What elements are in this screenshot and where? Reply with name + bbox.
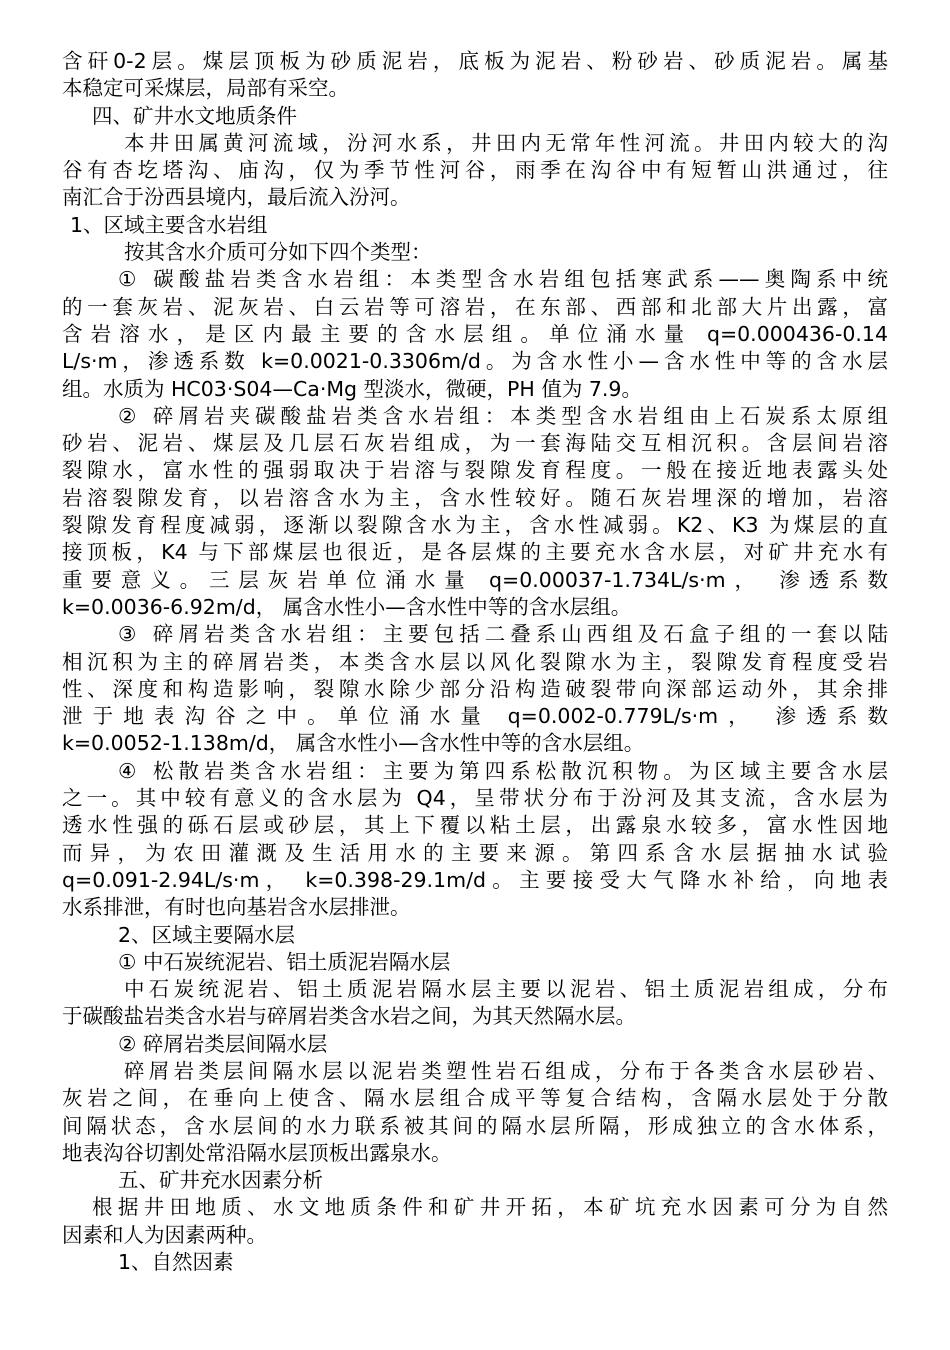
text-line: 而异，为农田灌溉及生活用水的主要来源。第四系含水层据抽水试验 — [62, 840, 888, 865]
text-line: 性、深度和构造影响，裂隙水除少部分沿构造破裂带向深部运动外，其余排 — [62, 676, 888, 701]
text-line: 组。水质为 HC03·S04—Ca·Mg 型淡水，微硬，PH 值为 7.9。 — [62, 376, 642, 401]
text-line: 含岩溶水，是区内最主要的含水层组。单位涌水量 q=0.000436-0.14 — [62, 321, 888, 346]
text-line: 岩溶裂隙发育，以岩溶含水为主，含水性较好。随石灰岩埋深的增加，岩溶 — [62, 485, 888, 510]
text-line: 重要意义。三层灰岩单位涌水量 q=0.00037-1.734L/s·m， 渗透系数 — [62, 567, 888, 592]
text-line: 南汇合于汾西县境内，最后流入汾河。 — [62, 185, 411, 210]
text-line: 地表沟谷切割处常沿隔水层顶板出露泉水。 — [62, 1140, 452, 1165]
text-line: k=0.0036-6.92m/d， 属含水性小—含水性中等的含水层组。 — [62, 594, 632, 619]
text-line: L/s·m，渗透系数 k=0.0021-0.3306m/d。为含水性小—含水性中等的含水层 — [62, 349, 888, 374]
text-line: 四、矿井水文地质条件 — [92, 103, 297, 128]
text-line: 中石炭统泥岩、铝土质泥岩隔水层主要以泥岩、铝土质泥岩组成，分布 — [124, 977, 888, 1002]
text-line: 裂隙水，富水性的强弱取决于岩溶与裂隙发育程度。一般在接近地表露头处 — [62, 458, 888, 483]
text-line: 裂隙发育程度减弱，逐渐以裂隙含水为主，含水性减弱。K2、K3 为煤层的直 — [62, 513, 888, 538]
text-line: 2、区域主要隔水层 — [118, 922, 296, 947]
text-line: ④ 松散岩类含水岩组：主要为第四系松散沉积物。为区域主要含水层 — [118, 758, 888, 783]
text-line: ② 碎屑岩类层间隔水层 — [118, 1031, 328, 1056]
text-line: 1、自然因素 — [118, 1250, 234, 1275]
text-line: 本井田属黄河流域，汾河水系，井田内无常年性河流。井田内较大的沟 — [124, 130, 888, 155]
text-line: ① 中石炭统泥岩、铝土质泥岩隔水层 — [118, 949, 451, 974]
text-line: 透水性强的砾石层或砂层，其上下覆以粘土层，出露泉水较多，富水性因地 — [62, 813, 888, 838]
text-line: 灰岩之间，在垂向上使含、隔水层组合成平等复合结构，含隔水层处于分散 — [62, 1086, 888, 1111]
text-line: 于碳酸盐岩类含水岩与碎屑岩类含水岩之间，为其天然隔水层。 — [62, 1004, 636, 1029]
text-line: 谷有杏圪塔沟、庙沟，仅为季节性河谷，雨季在沟谷中有短暂山洪通过，往 — [62, 158, 888, 183]
text-line: 含矸0-2层。煤层顶板为砂质泥岩，底板为泥岩、粉砂岩、砂质泥岩。属基 — [62, 49, 888, 73]
text-line: ① 碳酸盐岩类含水岩组：本类型含水岩组包括寒武系——奥陶系中统 — [118, 267, 888, 292]
text-line: 五、矿井充水因素分析 — [118, 1168, 323, 1193]
text-line: 碎屑岩类层间隔水层以泥岩类塑性岩石组成，分布于各类含水层砂岩、 — [124, 1058, 888, 1083]
text-line: 1、区域主要含水岩组 — [70, 212, 268, 237]
text-line: 砂岩、泥岩、煤层及几层石灰岩组成，为一套海陆交互相沉积。含层间岩溶 — [62, 431, 888, 456]
text-line: 接顶板，K4 与下部煤层也很近，是各层煤的主要充水含水层，对矿井充水有 — [62, 540, 888, 565]
text-line: 之一。其中较有意义的含水层为 Q4，呈带状分布于汾河及其支流，含水层为 — [62, 786, 888, 811]
text-line: 根据井田地质、水文地质条件和矿井开拓，本矿坑充水因素可分为自然 — [92, 1195, 888, 1220]
text-line: q=0.091-2.94L/s·m， k=0.398-29.1m/d。主要接受大气降水补给，向地表 — [62, 867, 888, 892]
text-line: 相沉积为主的碎屑岩类，本类含水层以风化裂隙水为主，裂隙发育程度受岩 — [62, 649, 888, 674]
text-line: ② 碎屑岩夹碳酸盐岩类含水岩组：本类型含水岩组由上石炭系太原组 — [118, 403, 888, 428]
text-line: 水系排泄，有时也向基岩含水层排泄。 — [62, 895, 411, 920]
document-page — [62, 48, 888, 1276]
text-line: k=0.0052-1.138m/d， 属含水性小—含水性中等的含水层组。 — [62, 731, 645, 756]
text-line: 的一套灰岩、泥灰岩、白云岩等可溶岩，在东部、西部和北部大片出露，富 — [62, 294, 888, 319]
text-line: 间隔状态，含水层间的水力联系被其间的隔水层所隔，形成独立的含水体系， — [62, 1113, 888, 1138]
text-line: ③ 碎屑岩类含水岩组：主要包括二叠系山西组及石盒子组的一套以陆 — [118, 622, 888, 647]
text-line: 泄于地表沟谷之中。单位涌水量 q=0.002-0.779L/s·m， 渗透系数 — [62, 704, 888, 729]
text-line: 因素和人为因素两种。 — [62, 1222, 267, 1247]
text-line: 按其含水介质可分如下四个类型： — [124, 240, 432, 265]
text-line: 本稳定可采煤层，局部有采空。 — [62, 76, 349, 101]
